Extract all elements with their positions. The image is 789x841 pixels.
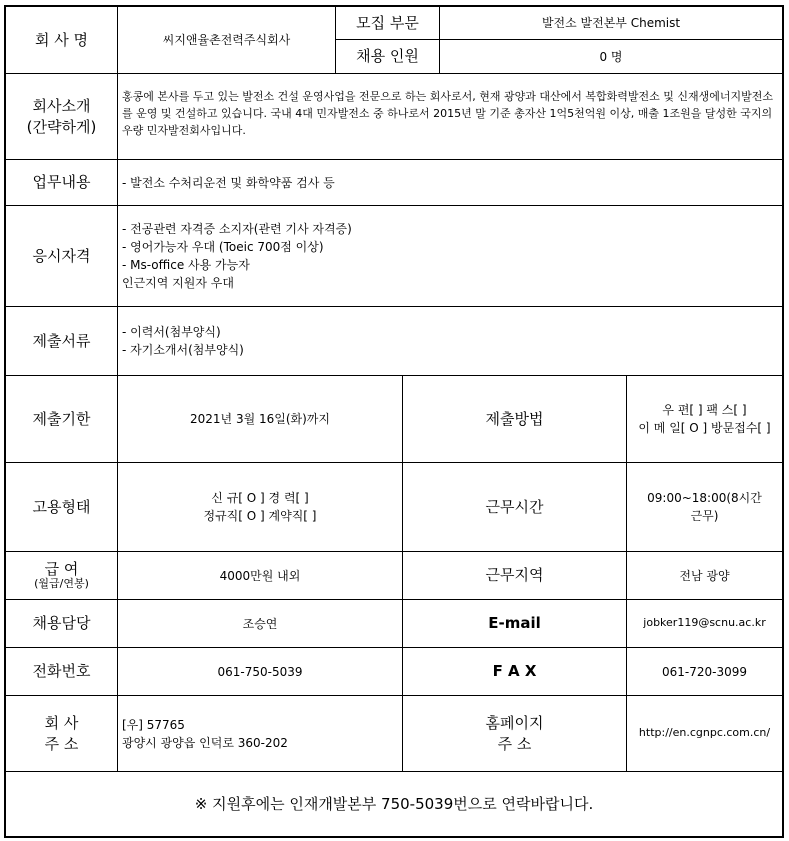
recruit-count-value: 0 명 [440, 40, 782, 74]
qualification-item: 인근지역 지원자 우대 [122, 276, 234, 290]
submit-method-label: 제출방법 [403, 376, 627, 463]
address-postcode: [우] 57765 [122, 717, 185, 732]
homepage-label: 홈페이지 주 소 [403, 696, 627, 772]
job-posting-table [4, 5, 784, 838]
manager-label: 채용담당 [6, 600, 118, 648]
employment-type-label: 고용형태 [6, 463, 118, 552]
address-street: 광양시 광양읍 인덕로 360-202 [122, 735, 288, 750]
email-value[interactable]: jobker119@scnu.ac.kr [627, 600, 782, 648]
work-hours-value: 09:00~18:00(8시간 근무) [627, 463, 782, 552]
deadline-label: 제출기한 [6, 376, 118, 463]
documents-list [118, 307, 782, 376]
email-label: E-mail [403, 600, 627, 648]
qualification-item: - 전공관련 자격증 소지자(관련 기사 자격증) [122, 222, 352, 236]
recruit-field-value: 발전소 발전본부 Chemist [440, 7, 782, 40]
fax-label: F A X [403, 648, 627, 696]
manager-value: 조승연 [118, 600, 403, 648]
address-value [118, 696, 403, 772]
deadline-value: 2021년 3월 16일(화)까지 [118, 376, 403, 463]
company-intro-text: 홍콩에 본사를 두고 있는 발전소 건설 운영사업을 전문으로 하는 회사로서, 현재 광양과 대산에서 복합화력발전소 및 신재생에너지발전소를 운영 및 건설하고 있습니다. 국내 4대 민자발전소 중 하나로서 2015년 말 기준 총자산 1억5천억원 이상, 매출 1조원을 달성한 국지의 우량 민자발전회사입니다. [118, 74, 782, 160]
phone-label: 전화번호 [6, 648, 118, 696]
duty-text: - 발전소 수처리운전 및 화학약품 검사 등 [118, 160, 782, 206]
documents-label: 제출서류 [6, 307, 118, 376]
company-name-value: 씨지앤율촌전력주식회사 [118, 7, 336, 74]
recruit-count-label: 채용 인원 [336, 40, 440, 74]
footer-note: ※ 지원후에는 인재개발본부 750-5039번으로 연락바랍니다. [194, 794, 594, 813]
address-label: 회 사 주 소 [6, 696, 118, 772]
qualification-item: - Ms-office 사용 가능자 [122, 258, 250, 272]
fax-value: 061-720-3099 [627, 648, 782, 696]
homepage-value[interactable]: http://en.cgnpc.com.cn/ [627, 696, 782, 772]
qualification-list [118, 206, 782, 307]
company-name-label: 회 사 명 [6, 7, 118, 74]
document-item: - 자기소개서(첨부양식) [122, 343, 244, 357]
work-hours-label: 근무시간 [403, 463, 627, 552]
recruit-field-label: 모집 부문 [336, 7, 440, 40]
submit-method-value: 우 편[ ] 팩 스[ ] 이 메 일[ O ] 방문접수[ ] [627, 376, 782, 463]
salary-label: 급 여 (월급/연봉) [6, 552, 118, 600]
qualification-item: - 영어가능자 우대 (Toeic 700점 이상) [122, 240, 324, 254]
employment-type-value: 신 규[ O ] 경 력[ ] 정규직[ O ] 계약직[ ] [118, 463, 403, 552]
duty-label: 업무내용 [6, 160, 118, 206]
company-intro-label: 회사소개 (간략하게) [6, 74, 118, 160]
qualification-label: 응시자격 [6, 206, 118, 307]
salary-value: 4000만원 내외 [118, 552, 403, 600]
document-item: - 이력서(첨부양식) [122, 325, 221, 339]
work-region-label: 근무지역 [403, 552, 627, 600]
phone-value: 061-750-5039 [118, 648, 403, 696]
work-region-value: 전남 광양 [627, 552, 782, 600]
